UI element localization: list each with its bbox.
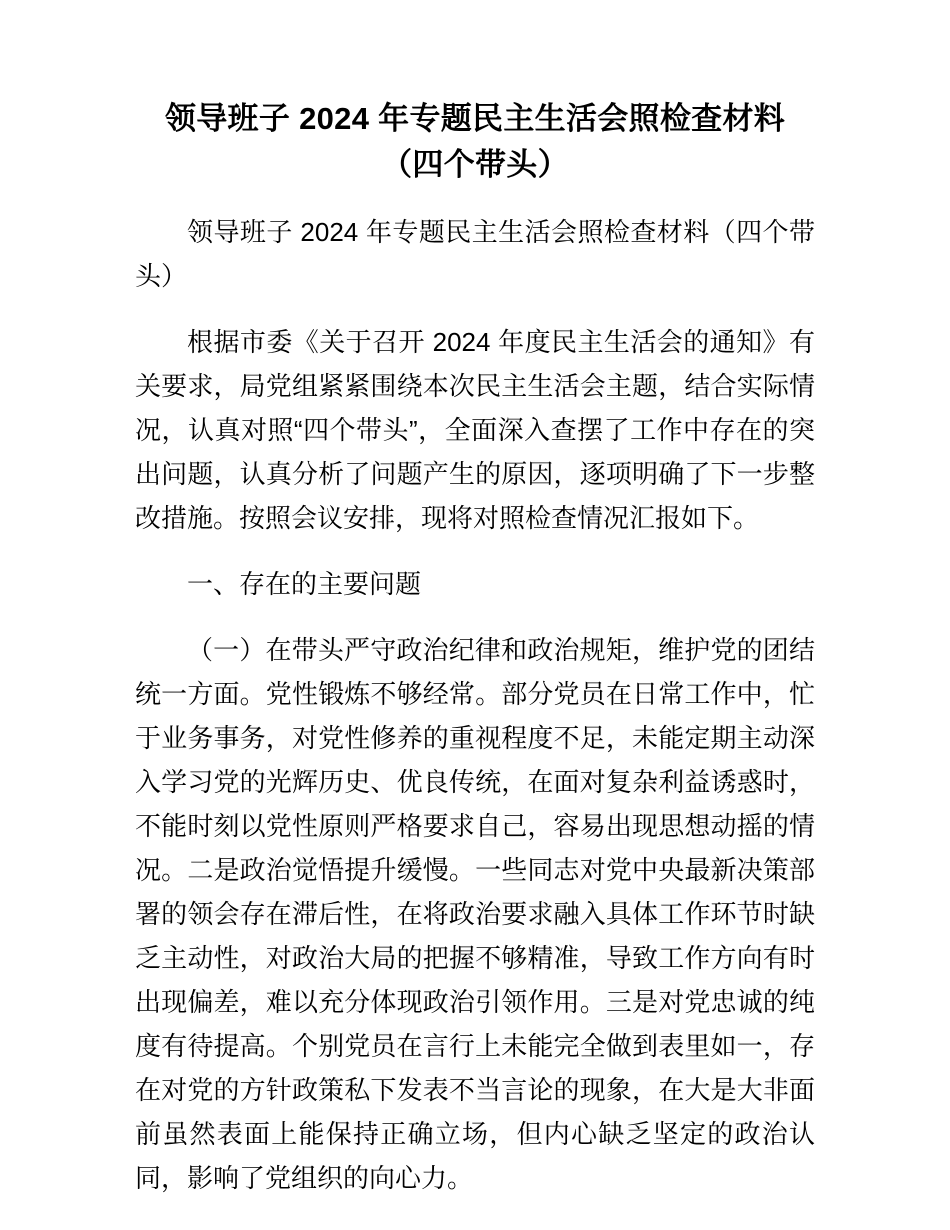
intro-paragraph: 根据市委《关于召开 2024 年度民主生活会的通知》有关要求，局党组紧紧围绕本次民主生活会主题，结合实际情况，认真对照“四个带头”，全面深入查摆了工作中存在的突出问题，认真分析了问题产生的原因，逐项明确了下一步整改措施。按照会议安排，现将对照检查情况汇报如下。: [135, 327, 815, 533]
section-heading-main-problems: 一、存在的主要问题: [187, 569, 422, 599]
document-body: [135, 0, 815, 1200]
page-title: [135, 0, 815, 188]
page-title-line-2: （四个带头）: [381, 147, 569, 182]
page-title-line-1: 领导班子 2024 年专题民主生活会照检查材料: [164, 101, 786, 136]
subsection-paragraph-political-discipline: （一）在带头严守政治纪律和政治规矩，维护党的团结统一方面。党性锻炼不够经常。部分党员在日常工作中，忙于业务事务，对党性修养的重视程度不足，未能定期主动深入学习党的光辉历史、优良传统，在面对复杂利益诱惑时，不能时刻以党性原则严格要求自己，容易出现思想动摇的情况。二是政治觉悟提升缓慢。一些同志对党中央最新决策部署的领会存在滞后性，在将政治要求融入具体工作环节时缺乏主动性，对政治大局的把握不够精准，导致工作方向有时出现偏差，难以充分体现政治引领作用。三是对党忠诚的纯度有待提高。个别党员在言行上未能完全做到表里如一，存在对党的方针政策私下发表不当言论的现象，在大是大非面前虽然表面上能保持正确立场，但内心缺乏坚定的政治认同，影响了党组织的向心力。: [135, 635, 815, 1193]
document-subtitle: 领导班子 2024 年专题民主生活会照检查材料（四个带头）: [135, 217, 815, 291]
